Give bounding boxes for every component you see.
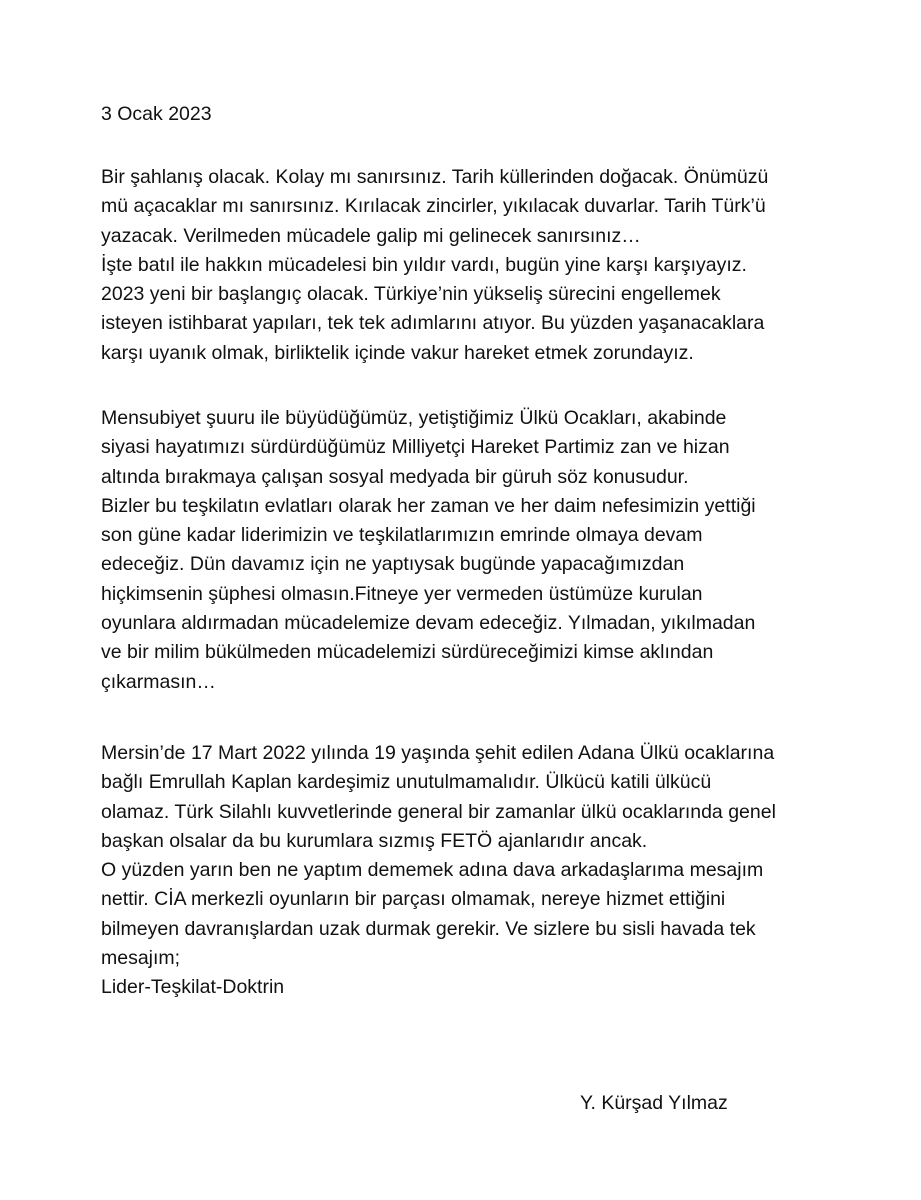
paragraph-line: çıkarmasın… bbox=[101, 670, 216, 693]
paragraph-line: ve bir milim bükülmeden mücadelemizi sürdüreceğimizi kimse aklından bbox=[101, 641, 714, 664]
paragraph-line: nettir. CİA merkezli oyunların bir parçası olmamak, nereye hizmet ettiğini bbox=[101, 888, 726, 911]
signature: Y. Kürşad Yılmaz bbox=[580, 1092, 728, 1114]
paragraph-line: bilmeyen davranışlardan uzak durmak gerekir. Ve sizlere bu sisli havada tek bbox=[101, 917, 756, 940]
paragraph-line: isteyen istihbarat yapıları, tek tek adımlarını atıyor. Bu yüzden yaşanacaklara bbox=[101, 312, 765, 335]
paragraph-line: 2023 yeni bir başlangıç olacak. Türkiye’nin yükseliş sürecini engellemek bbox=[101, 283, 721, 306]
letter-date: 3 Ocak 2023 bbox=[101, 103, 212, 125]
paragraph-line: edeceğiz. Dün davamız için ne yaptıysak bugünde yapacağımızdan bbox=[101, 553, 685, 576]
closing-motto: Lider-Teşkilat-Doktrin bbox=[101, 976, 285, 999]
paragraph-line: Mersin’de 17 Mart 2022 yılında 19 yaşında şehit edilen Adana Ülkü ocaklarına bbox=[101, 742, 775, 764]
paragraph-line: bağlı Emrullah Kaplan kardeşimiz unutulmamalıdır. Ülkücü katili ülkücü bbox=[101, 771, 712, 794]
paragraph-line: altında bırakmaya çalışan sosyal medyada bir güruh söz konusudur. bbox=[101, 465, 689, 488]
paragraph-line: hiçkimsenin şüphesi olmasın.Fitneye yer vermeden üstümüze kurulan bbox=[101, 582, 703, 605]
paragraph-2 bbox=[101, 404, 861, 697]
paragraph-line: İşte batıl ile hakkın mücadelesi bin yıldır vardı, bugün yine karşı karşıyayız. bbox=[101, 253, 747, 276]
paragraph-line: Bir şahlanış olacak. Kolay mı sanırsınız. Tarih küllerinden doğacak. Önümüzü bbox=[101, 166, 769, 188]
paragraph-line: mü açacaklar mı sanırsınız. Kırılacak zincirler, yıkılacak duvarlar. Tarih Türk’ü bbox=[101, 195, 766, 218]
paragraph-line: başkan olsalar da bu kurumlara sızmış FETÖ ajanlarıdır ancak. bbox=[101, 829, 648, 852]
paragraph-line: Mensubiyet şuuru ile büyüdüğümüz, yetiştiğimiz Ülkü Ocakları, akabinde bbox=[101, 407, 727, 429]
paragraph-3 bbox=[101, 739, 861, 1003]
paragraph-line: oyunlara aldırmadan mücadelemize devam edeceğiz. Yılmadan, yıkılmadan bbox=[101, 612, 756, 635]
paragraph-line: mesajım; bbox=[101, 947, 181, 970]
paragraph-line: O yüzden yarın ben ne yaptım dememek adına dava arkadaşlarıma mesajım bbox=[101, 859, 764, 882]
paragraph-line: olamaz. Türk Silahlı kuvvetlerinde general bir zamanlar ülkü ocaklarında genel bbox=[101, 800, 776, 823]
paragraph-line: Bizler bu teşkilatın evlatları olarak her zaman ve her daim nefesimizin yettiği bbox=[101, 494, 756, 517]
paragraph-line: karşı uyanık olmak, birliktelik içinde vakur hareket etmek zorundayız. bbox=[101, 341, 694, 364]
paragraph-line: siyasi hayatımızı sürdürdüğümüz Milliyetçi Hareket Partimiz zan ve hizan bbox=[101, 436, 730, 459]
paragraph-line: son güne kadar liderimizin ve teşkilatlarımızın emrinde olmaya devam bbox=[101, 524, 703, 547]
paragraph-1 bbox=[101, 163, 861, 368]
paragraph-line: yazacak. Verilmeden mücadele galip mi gelinecek sanırsınız… bbox=[101, 224, 641, 247]
